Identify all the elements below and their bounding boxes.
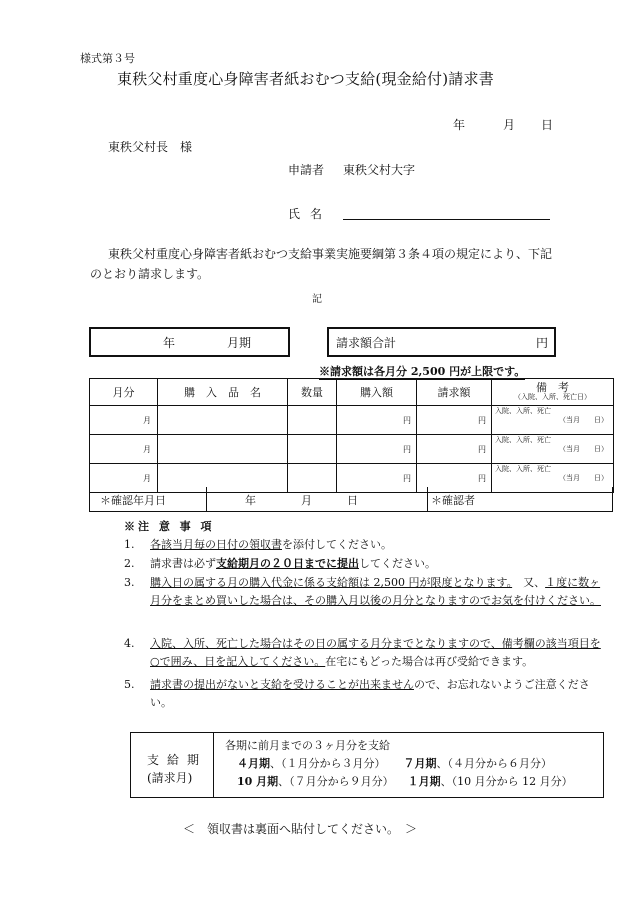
row-month[interactable]: 月 bbox=[90, 464, 158, 493]
confirm-label: ＊確認年月日 bbox=[100, 494, 166, 507]
header-purchase: 購入額 bbox=[337, 379, 417, 406]
notes-title: ※注 意 事 項 bbox=[124, 520, 215, 533]
row-claim[interactable]: 円 bbox=[417, 406, 492, 435]
note-text: 購入日の属する月の購入代金に係る支給額は 2,500 円が限度となります。 又、１度に数ヶ月分をまとめ買いした場合は、その購入月以後の月分となりますのでお気を付けください。 bbox=[150, 576, 601, 607]
note-number: 3. bbox=[124, 576, 135, 589]
confirm-label-cell bbox=[89, 487, 207, 512]
remark-type: 入院、入所、死亡 bbox=[495, 407, 551, 415]
page-title: 東秩父村重度心身障害者紙おむつ支給(現金給付)請求書 bbox=[117, 70, 494, 88]
row-month[interactable]: 月 bbox=[90, 435, 158, 464]
note-text: 請求書の提出がないと支給を受けることが出来ませんので、お忘れないようご注意ください。 bbox=[150, 678, 590, 709]
note-5 bbox=[124, 676, 604, 712]
remarks-title: 備 考 bbox=[536, 381, 569, 394]
header-qty: 数量 bbox=[288, 379, 337, 406]
schedule-label-cell bbox=[131, 733, 214, 797]
claim-table bbox=[89, 378, 614, 493]
note-number: 4. bbox=[124, 637, 135, 650]
confirmer-label: ＊確認者 bbox=[431, 494, 475, 507]
date-day: 日 bbox=[541, 118, 554, 132]
footer-note: ＜ 領収書は裏面へ貼付してください。 ＞ bbox=[183, 822, 418, 836]
header-remarks bbox=[492, 379, 614, 406]
note-3 bbox=[124, 574, 604, 610]
addressee: 東秩父村長 様 bbox=[108, 140, 193, 154]
row-qty[interactable] bbox=[288, 406, 337, 435]
schedule-label: 支給期 bbox=[147, 753, 208, 767]
note-1 bbox=[124, 536, 604, 554]
date-year: 年 bbox=[453, 118, 466, 132]
note-number: 5. bbox=[124, 678, 135, 691]
confirmer-cell[interactable] bbox=[427, 487, 613, 512]
applicant-label: 申請者 bbox=[288, 163, 325, 177]
row-remarks[interactable] bbox=[492, 435, 614, 464]
confirm-year: 年 bbox=[245, 494, 256, 507]
row-remarks[interactable] bbox=[492, 406, 614, 435]
row-purchase[interactable]: 円 bbox=[337, 435, 417, 464]
applicant-address: 東秩父村大字 bbox=[343, 163, 416, 177]
body-text: 東秩父村重度心身障害者紙おむつ支給事業実施要綱第３条４項の規定により、下記のとおり請求します。 bbox=[90, 247, 553, 281]
note-text: 入院、入所、死亡した場合はその日の属する月分までとなりますので、備考欄の該当項目を○で囲み、日を記入してください。在宅にもどった場合は再び受給できます。 bbox=[150, 637, 601, 668]
row-claim[interactable]: 円 bbox=[417, 464, 492, 493]
header-month: 月分 bbox=[90, 379, 158, 406]
total-unit: 円 bbox=[535, 336, 548, 350]
schedule-rows bbox=[225, 737, 573, 791]
ki-label: 記 bbox=[312, 294, 322, 305]
schedule-box bbox=[130, 732, 604, 798]
note-number: 1. bbox=[124, 538, 135, 551]
remark-type: 入院、入所、死亡 bbox=[495, 465, 551, 473]
form-number: 様式第３号 bbox=[80, 52, 135, 65]
header-item: 購 入 品 名 bbox=[158, 379, 288, 406]
remarks-sub: （入院、入所、死亡日） bbox=[514, 393, 591, 401]
confirm-day: 日 bbox=[347, 494, 358, 507]
name-label: 氏名 bbox=[288, 207, 333, 221]
total-box[interactable] bbox=[327, 327, 556, 357]
confirm-month: 月 bbox=[301, 494, 312, 507]
confirm-row bbox=[89, 487, 613, 513]
row-qty[interactable] bbox=[288, 435, 337, 464]
limit-note: ※請求額は各月分 2,500 円が上限です。 bbox=[319, 365, 526, 378]
schedule-row: 10 月期、（７月分から９月分） １月期、（10 月分から 12 月分） bbox=[237, 775, 573, 788]
period-box[interactable] bbox=[89, 327, 290, 357]
period-term: 月期 bbox=[227, 336, 252, 350]
table-header bbox=[90, 379, 614, 406]
name-field[interactable] bbox=[343, 219, 550, 220]
date-line bbox=[453, 116, 553, 133]
row-purchase[interactable]: 円 bbox=[337, 406, 417, 435]
row-item[interactable] bbox=[158, 435, 288, 464]
note-4 bbox=[124, 635, 604, 671]
period-year: 年 bbox=[163, 336, 176, 350]
note-text: 各該当月毎の日付の領収書を添付してください。 bbox=[150, 538, 392, 551]
schedule-sublabel: (請求月) bbox=[147, 771, 193, 785]
row-purchase[interactable]: 円 bbox=[337, 464, 417, 493]
remark-date: （当月 日） bbox=[559, 416, 608, 424]
note-2 bbox=[124, 555, 604, 573]
confirm-date-cell[interactable] bbox=[205, 487, 428, 512]
schedule-row: ４月期、（１月分から３月分） ７月期、（４月分から６月分） bbox=[237, 757, 552, 770]
row-item[interactable] bbox=[158, 406, 288, 435]
note-text: 請求書は必ず支給期月の２０日までに提出してください。 bbox=[150, 557, 436, 570]
row-month[interactable]: 月 bbox=[90, 406, 158, 435]
schedule-intro: 各期に前月までの３ヶ月分を支給 bbox=[225, 739, 390, 752]
remark-date: （当月 日） bbox=[559, 445, 608, 453]
header-claim: 請求額 bbox=[417, 379, 492, 406]
remark-type: 入院、入所、死亡 bbox=[495, 436, 551, 444]
note-number: 2. bbox=[124, 557, 135, 570]
date-month: 月 bbox=[503, 118, 516, 132]
remark-date: （当月 日） bbox=[559, 474, 608, 482]
table-row bbox=[90, 406, 614, 435]
total-label: 請求額合計 bbox=[336, 336, 397, 350]
table-row bbox=[90, 435, 614, 464]
row-claim[interactable]: 円 bbox=[417, 435, 492, 464]
